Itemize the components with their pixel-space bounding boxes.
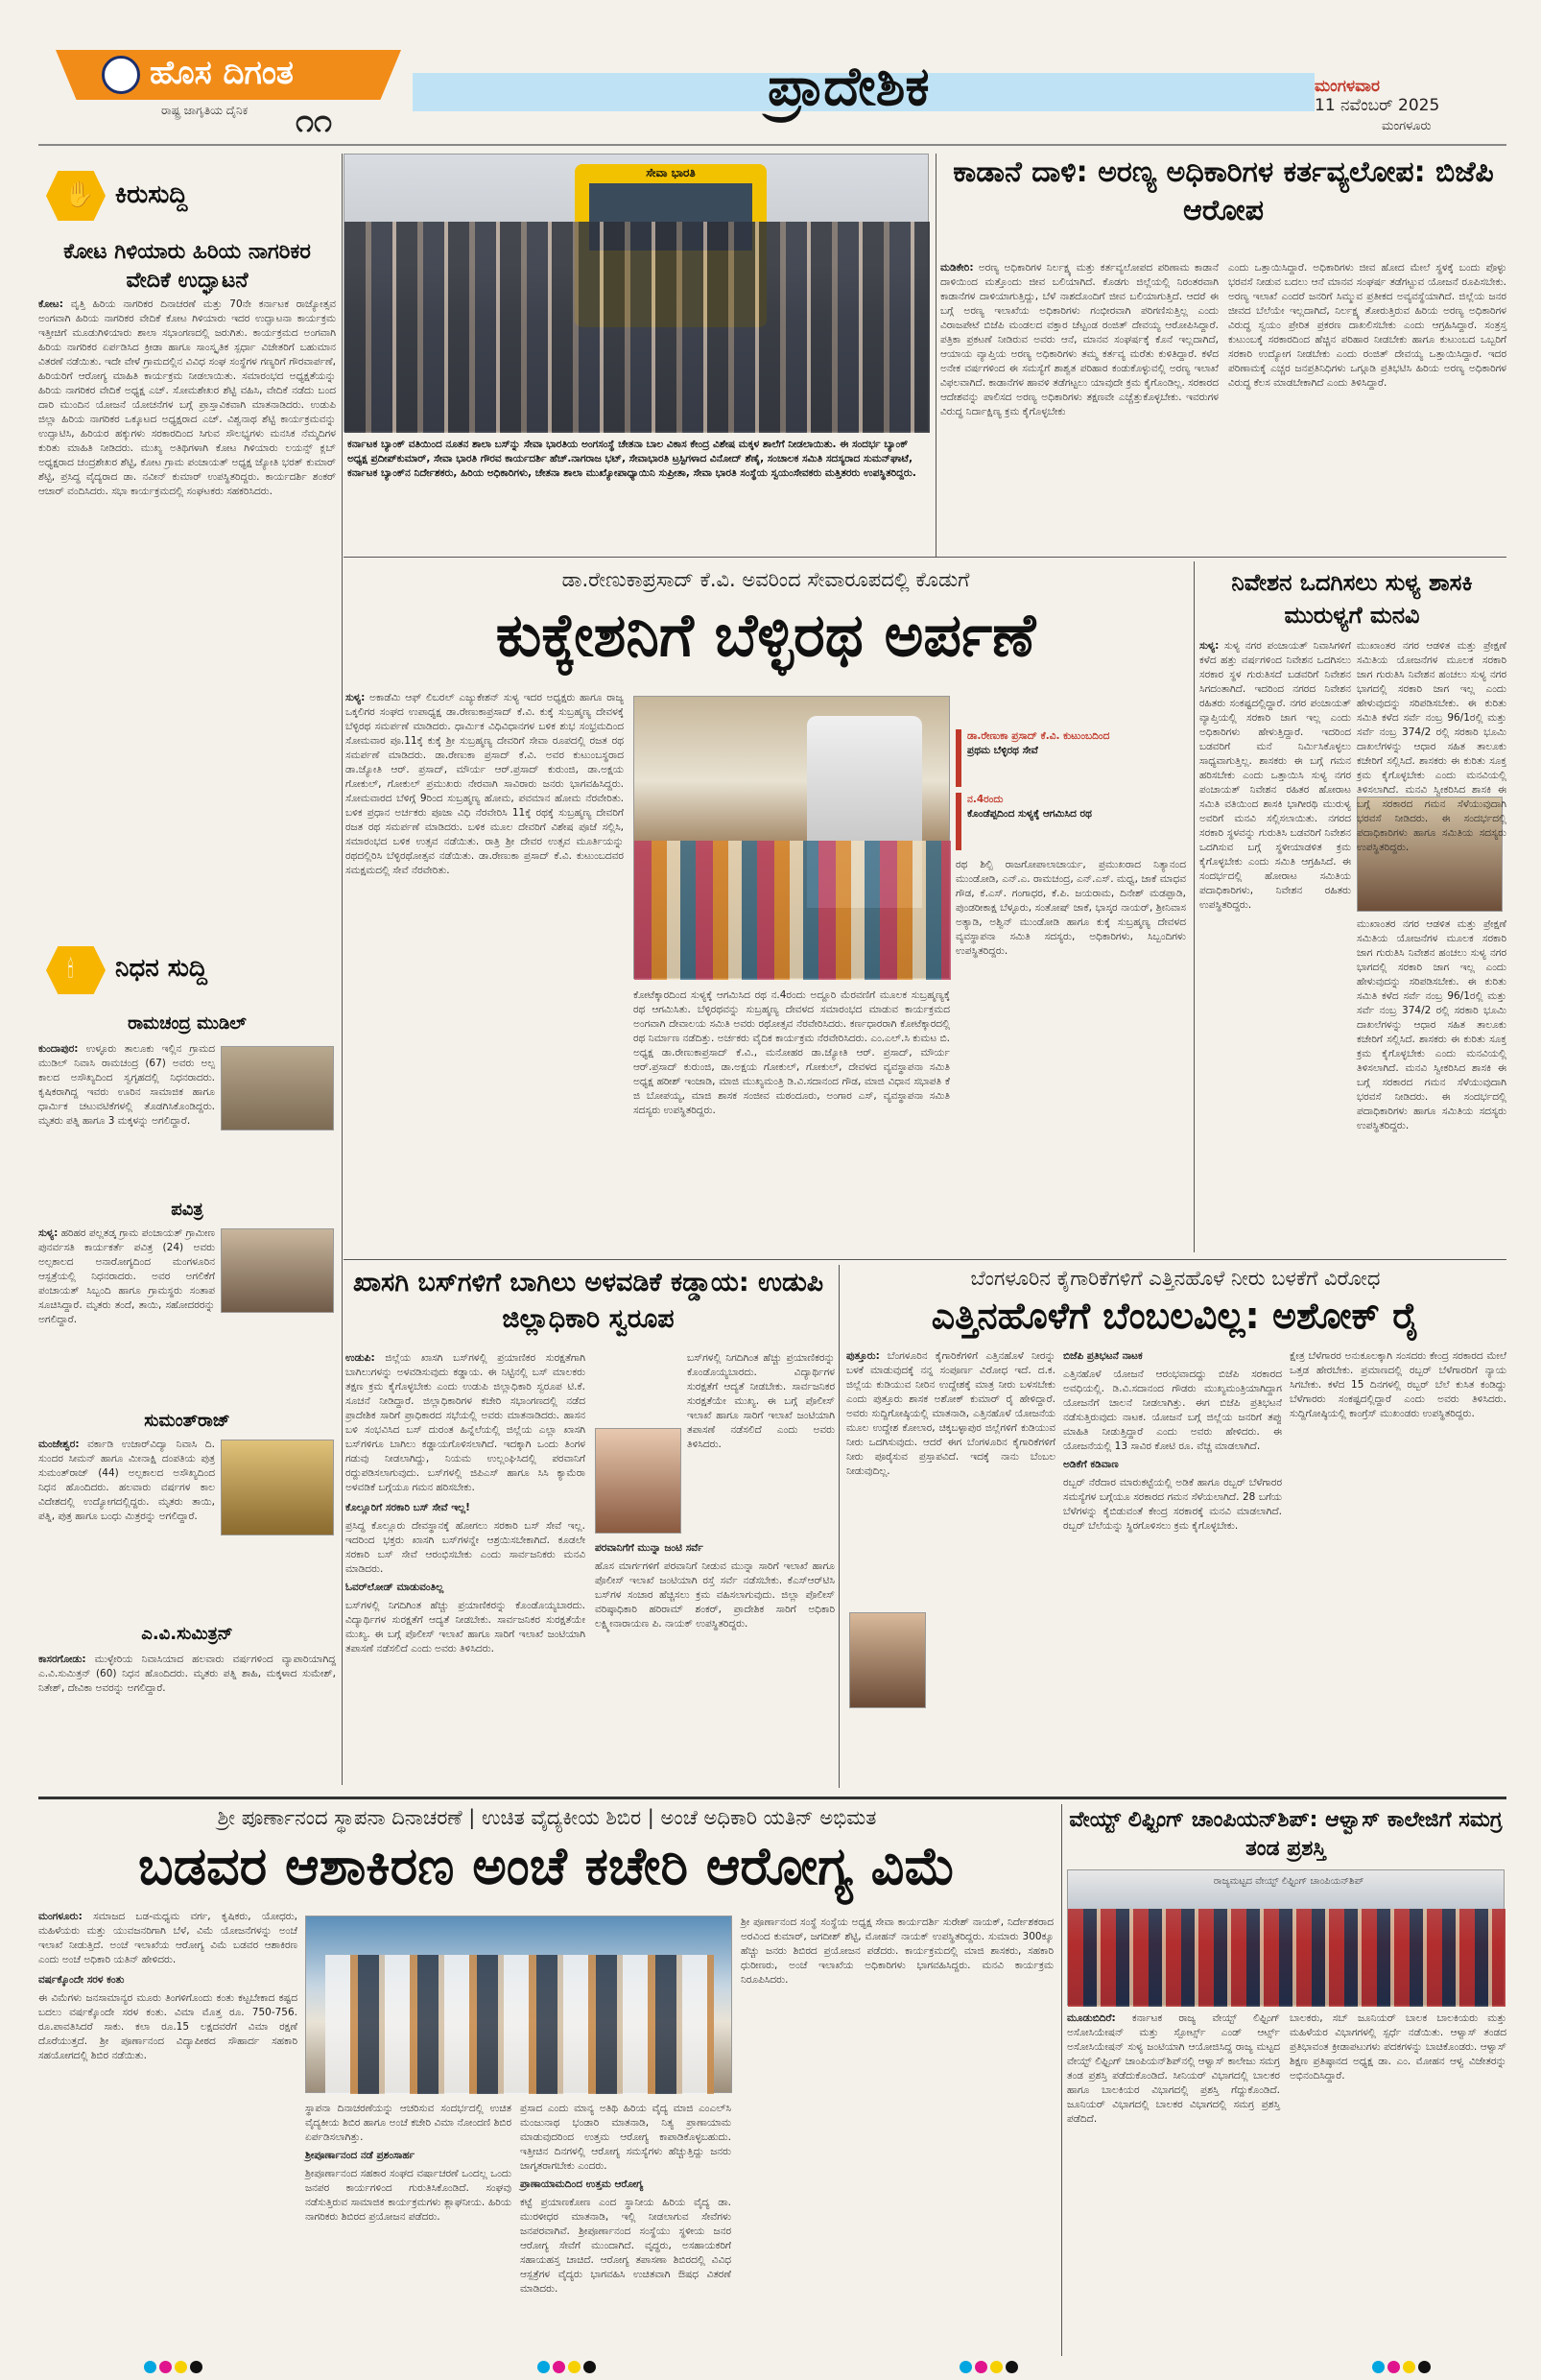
ettinahole-body-3: ಕ್ಷೇತ್ರ ಬೆಳೆಗಾರರ ಅನುಕೂಲಕ್ಕಾಗಿ ಸಂಸದರು ಕೇಂದ್ರ ಸರಕಾರದ ಮೇಲೆ ಒತ್ತಡ ಹೇರಬೇಕು. ಪ್ರಮಾಣದಲ್ಲಿ ರಬ್ಬರ್ ಬೆಳೆಗಾರರಿಗೆ ನ್ಯಾಯ ಸಿಗಬೇಕು. ಕಳೆದ 15 ದಿನಗಳಲ್ಲಿ ರಬ್ಬರ್ ಬೆಲೆ ಕುಸಿತ ಕಂಡಿದ್ದು ಬೆಳೆಗಾರರು ಸಂಕಷ್ಟದಲ್ಲಿದ್ದಾರೆ ಎಂದು ಅವರು ತಿಳಿಸಿದರು. ಸುದ್ದಿಗೋಷ್ಠಿಯಲ್ಲಿ ಕಾಂಗ್ರೆಸ್ ಮುಖಂಡರು ಉಪಸ್ಥಿತರಿದ್ದರು. [1290,1350,1506,1419]
date-full: 11 ನವೆಂಬರ್ 2025 [1315,96,1440,115]
obit-place: ಸುಳ್ಯ: [38,1227,59,1239]
obit-name: ಸುಮಂತ್‌ರಾಜ್ [144,1411,230,1431]
nidhana-badge [46,946,106,994]
ettinahole-text-1: ಬೆಂಗಳೂರಿನ ಕೈಗಾರಿಕೆಗಳಿಗೆ ಎತ್ತಿನಹೊಳೆ ನೀರನ್ನು ಬಳಕೆ ಮಾಡುವುದಕ್ಕೆ ನನ್ನ ಸಂಪೂರ್ಣ ವಿರೋಧ ಇದೆ. ದ.ಕ. ಜಿಲ್ಲೆಯ ಕುಡಿಯುವ ನೀರಿನ ಉದ್ದೇಶಕ್ಕೆ ಮಾತ್ರ ನೀರು ಬಳಸಬೇಕು ಎಂದು ಪುತ್ತೂರು ಶಾಸಕ ಅಶೋಕ್ ಕುಮಾರ್ ರೈ ಹೇಳಿದ್ದಾರೆ. ಅವರು ಸುದ್ದಿಗೋಷ್ಠಿಯಲ್ಲಿ ಮಾತನಾಡಿ, ಎತ್ತಿನಹೊಳೆ ಯೋಜನೆಯ ಮೂಲ ಉದ್ದೇಶ ಕೋಲಾರ, ಚಿಕ್ಕಬಳ್ಳಾಪುರ ಜಿಲ್ಲೆಗಳಿಗೆ ಕುಡಿಯುವ ನೀರು ಒದಗಿಸುವುದು. ಆದರೆ ಈಗ ಬೆಂಗಳೂರಿನ ಕೈಗಾರಿಕೆಗಳಿಗೆ ನೀರು ಪೂರೈಸುವ ಪ್ರಸ್ತಾಪವಿದೆ. ಇದಕ್ಕೆ ನಾನು ಬೆಂಬಲ ನೀಡುವುದಿಲ್ಲ. [846,1350,1055,1477]
obit-body [38,1653,336,1768]
registration-marks [537,2359,614,2374]
weightlifting-headline: ವೇಯ್ಟ್ ಲಿಫ್ಟಿಂಗ್ ಚಾಂಪಿಯನ್‌ಶಿಪ್: ಆಳ್ವಾಸ್ ಕಾಲೇಜಿಗೆ ಸಮಗ್ರ ತಂಡ ಪ್ರಶಸ್ತಿ [1069,1808,1503,1861]
bus-label: ಸೇವಾ ಭಾರತಿ [646,166,696,179]
kukke-caption-1-sub: ಪ್ರಥಮ ಬೆಳ್ಳಿರಥ ಸೇವೆ [967,745,1038,756]
page-number: ೧೧ [296,102,333,140]
anche-kicker: ಶ್ರೀ ಪೂರ್ಣಾನಂದ ಸ್ಥಾಪನಾ ದಿನಾಚರಣೆ | ಉಚಿತ ವೈದ್ಯಕೀಯ ಶಿಬಿರ | ಅಂಚೆ ಅಧಿಕಾರಿ ಯತಿನ್ ಅಭಿಮತ [217,1806,877,1829]
ettinahole-text-2: ಎತ್ತಿನಹೊಳೆ ಯೋಜನೆ ಆರಂಭವಾದದ್ದು ಬಿಜೆಪಿ ಸರಕಾರದ ಅವಧಿಯಲ್ಲಿ. ಡಿ.ವಿ.ಸದಾನಂದ ಗೌಡರು ಮುಖ್ಯಮಂತ್ರಿಯಾಗಿದ್ದಾಗ ಯೋಜನೆಗೆ ಚಾಲನೆ ನೀಡಲಾಗಿತ್ತು. ಈಗ ಬಿಜೆಪಿ ಪ್ರತಿಭಟನೆ ನಡೆಸುತ್ತಿರುವುದು ನಾಟಕ. ಯೋಜನೆ ಬಗ್ಗೆ ಜಿಲ್ಲೆಯ ಜನರಿಗೆ ತಪ್ಪು ಮಾಹಿತಿ ನೀಡುತ್ತಿದ್ದಾರೆ ಎಂದು ಅವರು ಹೇಳಿದರು. ಈ ಯೋಜನೆಯಲ್ಲಿ 13 ಸಾವಿರ ಕೋಟಿ ರೂ. ವೆಚ್ಚ ಮಾಡಲಾಗಿದೆ. [1063,1368,1282,1452]
bus-doors-photo [595,1428,681,1534]
kukke-photo [633,696,950,979]
obit-place: ಮಂಜೇಶ್ವರ: [38,1439,80,1450]
anche-text-1: ಸಮಾಜದ ಬಡ-ಮಧ್ಯಮ ವರ್ಗ, ಕೃಷಿಕರು, ಯೋಧರು, ಮಹಿಳೆಯರು ಮತ್ತು ಯುವಜನರಿಗಾಗಿ ಬೆಳೆ, ವಿಮೆ ಯೋಜನೆಗಳನ್ನು ಅಂಚೆ ಇಲಾಖೆ ನೀಡುತ್ತಿದೆ. ಅಂಚೆ ಇಲಾಖೆಯ ಆರೋಗ್ಯ ವಿಮೆ ಬಡವರ ಆಶಾಕಿರಣ ಎಂದು ಅಂಚೆ ಅಧಿಕಾರಿ ಯತಿನ್ ಹೇಳಿದರು. [38,1911,297,1965]
kirusuddi-label-box [46,171,286,221]
bus-doors-sub-3: ಪರವಾನಿಗೆಗೆ ಮುನ್ನಾ ಜಂಟಿ ಸರ್ವೆ [595,1542,703,1554]
kukke-caption-2-sub: ಕೊಂಡೆಪ್ಪದಿಂದ ಸುಳ್ಯಕ್ಕೆ ಆಗಮಿಸಿದ ರಥ [967,808,1092,820]
column-divider [342,154,343,1785]
masthead [0,0,1541,154]
edition-name: ಮಂಗಳೂರು [1382,119,1432,133]
anche-text-2: ಈ ವಿಮೆಗಳು ಜನಸಾಮಾನ್ಯರ ಮೂರು ತಿಂಗಳಿಗೊಂದು ಕಂತು ಕಟ್ಟಬೇಕಾದ ಕಷ್ಟದ ಬದಲು ವರ್ಷಕ್ಕೊಂದೇ ಸರಳ ಕಂತು. ವಿಮಾ ಮೊತ್ತ ರೂ. 750-756. ರೂ.ಪಾವತಿಸಿದರೆ ಸಾಕು. ಕಲಾ ರೂ.15 ಲಕ್ಷದವರೆಗೆ ವಿಮಾ ರಕ್ಷಣೆ ದೊರೆಯುತ್ತದೆ. ಶ್ರೀ ಪೂರ್ಣಾನಂದ ವಿದ್ಯಾಪೀಠದ ಸೌಹಾರ್ದ ಸಹಕಾರಿ ಸಹಯೋಗದಲ್ಲಿ ಶಿಬಿರ ನಡೆಯಿತು. [38,1992,297,2061]
obit-photo [221,1440,334,1535]
logo-text: ಹೊಸ ದಿಗಂತ [150,54,294,92]
section-title: ಪ್ರಾದೇಶಿಕ [768,56,930,118]
anche-photo [305,1916,732,2093]
column-divider [1194,561,1195,1252]
logo-block [56,50,406,140]
niveshana-body-3 [1357,917,1506,1253]
ettinahole-body-1 [846,1349,1055,1789]
bus-doors-text-4: ಹೊಸ ಮಾರ್ಗಗಳಿಗೆ ಪರವಾನಿಗೆ ನೀಡುವ ಮುನ್ನಾ ಸಾರಿಗೆ ಇಲಾಖೆ ಹಾಗೂ ಪೊಲೀಸ್ ಇಲಾಖೆ ಜಂಟಿಯಾಗಿ ರಸ್ತೆ ಸರ್ವೆ ನಡೆಸಬೇಕು. ಕೆಎಸ್‌ಆರ್‌ಟಿಸಿ ಬಸ್‌ಗಳ ಸಂಚಾರ ಹೆಚ್ಚಿಸಲು ಕ್ರಮ ವಹಿಸಲಾಗುವುದು. ಜಿಲ್ಲಾ ಪೊಲೀಸ್ ವರಿಷ್ಠಾಧಿಕಾರಿ ಹರಿರಾಮ್ ಶಂಕರ್, ಪ್ರಾದೇಶಿಕ ಸಾರಿಗೆ ಅಧಿಕಾರಿ ಲಕ್ಷ್ಮೀನಾರಾಯಣ ಪಿ. ನಾಯಕ್ ಉಪಸ್ಥಿತರಿದ್ದರು. [595,1560,835,1630]
anche-text-3: ಸ್ಥಾಪನಾ ದಿನಾಚರಣೆಯನ್ನು ಆಚರಿಸುವ ಸಂದರ್ಭದಲ್ಲಿ ಉಚಿತ ವೈದ್ಯಕೀಯ ಶಿಬಿರ ಹಾಗೂ ಅಂಚೆ ಕಚೇರಿ ವಿಮಾ ನೋಂದಣಿ ಶಿಬಿರ ಏರ್ಪಡಿಸಲಾಗಿತ್ತು. [305,2103,511,2143]
horizontal-rule [38,1797,1506,1799]
bus-doors-body-2 [595,1541,835,1789]
bank-bus-photo [344,154,929,432]
kirusuddi-headline: ಕೋಟ ಗಿಳಿಯಾರು ಹಿರಿಯ ನಾಗರಿಕರ ವೇದಿಕೆ ಉದ್ಘಾಟನೆ [63,240,311,293]
obit-body [38,1042,215,1186]
horizontal-rule [344,1259,1506,1260]
weightlifting-place: ಮೂಡುಬಿದಿರೆ: [1067,2012,1116,2024]
bank-bus-caption: ಕರ್ನಾಟಕ ಬ್ಯಾಂಕ್ ವತಿಯಿಂದ ನೂತನ ಶಾಲಾ ಬಸ್‌ನ್ನು ಸೇವಾ ಭಾರತಿಯ ಅಂಗಸಂಸ್ಥೆ ಚೇತನಾ ಬಾಲ ವಿಕಾಸ ಕೇಂದ್ರ ವಿಶೇಷ ಮಕ್ಕಳ ಶಾಲೆಗೆ ನೀಡಲಾಯಿತು. ಈ ಸಂದರ್ಭ ಬ್ಯಾಂಕ್ ಅಧ್ಯಕ್ಷ ಪ್ರದೀಪ್‌ಕುಮಾರ್, ಸೇವಾ ಭಾರತಿ ಗೌರವ ಕಾರ್ಯದರ್ಶಿ ಹೆಚ್.ನಾಗರಾಜ ಭಟ್, ಸೇವಾಭಾರತಿ ಟ್ರಸ್ಟಿಗಳಾದ ವಿನೋದ್ ಶೆಣೈ, ಸಂಚಾಲಕ ಸಮಿತಿ ಸದಸ್ಯರಾದ ಸುಮನ್‌ಘಾಟೆ, ಕರ್ನಾಟಕ ಬ್ಯಾಂಕ್‌ನ ನಿರ್ದೇಶಕರು, ಹಿರಿಯ ಅಧಿಕಾರಿಗಳು, ಚೇತನಾ ಶಾಲಾ ಮುಖ್ಯೋಪಾಧ್ಯಾಯಿನಿ ಸುಪ್ರೀತಾ, ಸೇವಾ ಭಾರತಿ ಸಂಸ್ಥೆಯ ಸ್ವಯಂಸೇವಕರು ಮತ್ತಿತರರು ಉಪಸ್ಥಿತರಿದ್ದರು. [347,439,916,479]
nidhana-label-box [46,946,286,994]
candle-icon: 🕯 [67,956,74,983]
column-divider [839,1265,840,1788]
niveshana-headline: ನಿವೇಶನ ಒದಗಿಸಲು ಸುಳ್ಯ ಶಾಸಕಿ ಮುರುಳ್ಯಗೆ ಮನವಿ [1231,569,1473,629]
kukke-body-1 [345,691,624,1248]
kaadane-body-col2: ಎಂದು ಒತ್ತಾಯಿಸಿದ್ದಾರೆ. ಅಧಿಕಾರಿಗಳು ಜೀವ ಹೋದ ಮೇಲೆ ಸ್ಥಳಕ್ಕೆ ಬಂದು ಪೊಳ್ಳು ಭರವಸೆ ನೀಡುವ ಬದಲು ಆನೆ ಮಾನವ ಸಂಘರ್ಷ ತಡೆಗಟ್ಟುವ ಯೋಜನೆ ರೂಪಿಸಬೇಕು. ಅರಣ್ಯ ಇಲಾಖೆ ಎಂದರೆ ಜನರಿಗೆ ಸಿಮ್ಮುವ ಪ್ರತೀಕದ ಅವ್ಯವಸ್ಥೆಯಾಗಿದೆ. ಜಿಲ್ಲೆಯ ಜನರ ಜೀವದ ಬೆಲೆಯೇ ಇಲ್ಲದಾಗಿದೆ, ನಿರ್ಲಕ್ಷ್ಯ ತೋರುತ್ತಿರುವ ಹಿರಿಯ ಅರಣ್ಯ ಅಧಿಕಾರಿಗಳ ವಿರುದ್ಧ ಸ್ವಯಂ ಪ್ರೇರಿತ ಪ್ರಕರಣ ದಾಖಲಿಸಬೇಕು ಎಂದು ಆಗ್ರಹಿಸಿದ್ದಾರೆ. ಸಂತ್ರಸ್ತ ಕುಟುಂಬಕ್ಕೆ ಸರಕಾರದಿಂದ ಹೆಚ್ಚಿನ ಪರಿಹಾರ ನೀಡಬೇಕು ಹಾಗೂ ಕುಟುಂಬದ ಒಬ್ಬರಿಗೆ ಸರಕಾರಿ ಉದ್ಯೋಗ ನೀಡಬೇಕು ಎಂದು ರಂಜಿತ್ ದೇವಯ್ಯ ಒತ್ತಾಯಿಸಿದ್ದಾರೆ. ಇದರ ಪರಿಣಾಮಕ್ಕೆ ಎಚ್ಚರ ಜನಪ್ರತಿನಿಧಿಗಳು ಒಗ್ಗೂಡಿ ಪ್ರತಿಭಟಿಸಿ ಹಿರಿಯ ಅರಣ್ಯ ಅಧಿಕಾರಿಗಳ ವಿರುದ್ಧ ಕೆಲಸ ಮಾಡಬೇಕಾಗಿದೆ ಎಂದು ತಿಳಿಸಿದ್ದಾರೆ. [1228,262,1506,389]
obit-text: ವರ್ಕಾಡಿ ಉಜಾರ್‌ವಿದ್ಯಾ ನಿವಾಸಿ ದಿ. ಸುಂದರ ಸೀಮನ್ ಹಾಗೂ ಮೀನಾಕ್ಷಿ ದಂಪತಿಯ ಪುತ್ರ ಸುಮಂತ್‌ರಾಜ್ (44) ಅಲ್ಪಕಾಲದ ಅಸೌಖ್ಯದಿಂದ ನಿಧನ ಹೊಂದಿದರು. ಹಲವಾರು ವರ್ಷಗಳ ಕಾಲ ವಿದೇಶದಲ್ಲಿ ಉದ್ಯೋಗದಲ್ಲಿದ್ದರು. ಮೃತರು ತಾಯಿ, ಪತ್ನಿ, ಪುತ್ರ ಹಾಗೂ ಬಂಧು ಮಿತ್ರರನ್ನು ಅಗಲಿದ್ದಾರೆ. [38,1439,215,1522]
kirusuddi-text: ವೃತ್ತಿ ಹಿರಿಯ ನಾಗರಿಕರ ದಿನಾಚರಣೆ ಮತ್ತು 70ನೇ ಕರ್ನಾಟಕ ರಾಜ್ಯೋತ್ಸವ ಅಂಗವಾಗಿ ಹಿರಿಯ ನಾಗರಿಕರ ವೇದಿಕೆ ಕೋಟ ಗಿಳಿಯಾರು ಇದರ ಉದ್ಘಾಟನಾ ಕಾರ್ಯಕ್ರಮ ಇತ್ತೀಚಿಗೆ ಮೂಡುಗಿಳಿಯಾರು ಶಾಲಾ ಸಭಾಂಗಣದಲ್ಲಿ ಜರುಗಿತು. ಕಾರ್ಯಕ್ರಮದ ಅಂಗವಾಗಿ ಹಿರಿಯ ನಾಗರಿಕರ ಏರ್ಪಡಿಸಿದ ಕ್ರೀಡಾ ಹಾಗೂ ಸಾಂಸ್ಕೃತಿಕ ಸ್ಪರ್ಧಾ ವಿಜೇತರಿಗೆ ಬಹುಮಾನ ವಿತರಣೆ ನಡೆಯಿತು. ಇದೇ ವೇಳೆ ಗ್ರಾಮದಲ್ಲಿನ ವಿವಿಧ ಸಂಘ ಸಂಸ್ಥೆಗಳ ಗಣ್ಯರಿಗೆ ಗೌರವಾರ್ಪಣೆ, ಹಿರಿಯರಿಗೆ ಆರೋಗ್ಯ ಮಾಹಿತಿ ಕಾರ್ಯಕ್ರಮ ನೀಡಲಾಯಿತು. ಸಮಾರಂಭದ ಅಧ್ಯಕ್ಷತೆಯನ್ನು ಹಿರಿಯ ನಾಗರಿಕರ ವೇದಿಕೆ ಅಧ್ಯಕ್ಷ ಎಚ್. ಸೋಮಶೇಖರ ಶೆಟ್ಟಿ ವಹಿಸಿ, ವೇದಿಕೆ ನಡೆದು ಬಂದ ದಾರಿ ಮುಂದಿನ ಯೋಜನೆ ಯೋಚನೆಗಳ ಬಗ್ಗೆ ಪ್ರಾಸ್ತಾವಿಕವಾಗಿ ಮಾತನಾಡಿದರು. ಉಡುಪಿ ಜಿಲ್ಲಾ ಹಿರಿಯ ನಾಗರಿಕರ ಒಕ್ಕೂಟದ ಅಧ್ಯಕ್ಷರಾದ ಎಚ್. ವಿಶ್ವನಾಥ ಶೆಟ್ಟಿ ಕಾರ್ಯಕ್ರಮವನ್ನು ಉದ್ಘಾಟಿಸಿ, ಹಿರಿಯರ ಹಕ್ಕುಗಳು ಸರಕಾರದಿಂದ ಸಿಗುವ ಸೌಲಭ್ಯಗಳು ಮನಸಿಕ ನೆಮ್ಮದಿಗಳ ಕುರಿತು ಮಾಹಿತಿ ನೀಡಿದರು. ಮುಖ್ಯ ಅತಿಥಿಗಳಾಗಿ ಕೋಟ ಗಿಳಿಯಾರು ಲಯನ್ಸ್ ಕ್ಲಬ್ ಅಧ್ಯಕ್ಷರಾದ ಚಂದ್ರಶೇಖರ ಶೆಟ್ಟಿ, ಕೋಟ ಗ್ರಾಮ ಪಂಚಾಯತ್ ಅಧ್ಯಕ್ಷ ಜ್ಯೋತಿ ಭರತ್ ಕುಮಾರ್ ಶೆಟ್ಟಿ, ಪ್ರಸಿದ್ಧ ವೈದ್ಯರಾದ ಡಾ. ನವೀನ್ ಕುಮಾರ್ ಉಪಸ್ಥಿತರಿದ್ದರು. ಕಾರ್ಯದರ್ಶಿ ಶಂಕರ್ ಆಚಾರ್ ವಂದಿಸಿದರು. ಸಭಾ ಕಾರ್ಯಕ್ರಮದಲ್ಲಿ ಸಂಘಟಕರು ಸಹಕರಿಸಿದರು. [38,298,337,497]
registration-marks [1372,2359,1449,2374]
obit-body [38,1438,215,1601]
weightlifting-body-1 [1067,2011,1280,2352]
masthead-rule [38,144,1506,146]
kukke-headline: ಕುಕ್ಕೇಶನಿಗೆ ಬೆಳ್ಳಿರಥ ಅರ್ಪಣೆ [495,600,1036,670]
kukke-caption-1-name: ಡಾ.ರೇಣುಕಾ ಪ್ರಸಾದ್ ಕೆ.ವಿ. ಕುಟುಂಬದಿಂದ [967,730,1110,742]
kukke-caption-box-2 [956,793,1186,850]
team-group [1068,1909,1505,2007]
hand-icon: ✋ [63,180,95,209]
niveshana-text-1: ಸುಳ್ಯ ನಗರ ಪಂಚಾಯತ್ ನಿವಾಸಿಗಳಿಗೆ ಕಳೆದ ಹತ್ತು ವರ್ಷಗಳಿಂದ ನಿವೇಶನ ಒದಗಿಸಲು ಸರಕಾರ ಸ್ಥಳ ಗುರುತಿಸದೆ ಬಡವರಿಗೆ ನಿವೇಶನ ಸಿಗದಂತಾಗಿದೆ. ಇದರಿಂದ ನಗರದ ನಿವೇಶನ ರಹಿತರು ಸಂಕಷ್ಟದಲ್ಲಿದ್ದಾರೆ. ನಗರ ಪಂಚಾಯತ್ ವ್ಯಾಪ್ತಿಯಲ್ಲಿ ಸರಕಾರಿ ಜಾಗ ಇಲ್ಲ ಎಂದು ಅಧಿಕಾರಿಗಳು ಹೇಳುತ್ತಿದ್ದಾರೆ. ಇದರಿಂದ ಬಡವರಿಗೆ ಮನೆ ನಿರ್ಮಿಸಿಕೊಳ್ಳಲು ಸಾಧ್ಯವಾಗುತ್ತಿಲ್ಲ. ಶಾಸಕರು ಈ ಬಗ್ಗೆ ಗಮನ ಹರಿಸಬೇಕು ಎಂದು ಒತ್ತಾಯಿಸಿ ಸುಳ್ಯ ನಗರ ಪಂಚಾಯತ್ ನಿವೇಶನ ರಹಿತರ ಹೋರಾಟ ಸಮಿತಿ ವತಿಯಿಂದ ಶಾಸಕಿ ಭಾಗೀರಥಿ ಮುರುಳ್ಯ ಅವರಿಗೆ ಮನವಿ ಸಲ್ಲಿಸಲಾಯಿತು. ನಗರದ ಸರಕಾರಿ ಸ್ಥಳವನ್ನು ಗುರುತಿಸಿ ಬಡವರಿಗೆ ನಿವೇಶನ ಒದಗಿಸುವ ಬಗ್ಗೆ ಸ್ಥಳೀಯಾಡಳಿತ ಕ್ರಮ ಕೈಗೊಳ್ಳಬೇಕು ಎಂದು ಸಮಿತಿ ಆಗ್ರಹಿಸಿದೆ. ಈ ಸಂದರ್ಭದಲ್ಲಿ ಹೋರಾಟ ಸಮಿತಿಯ ಪದಾಧಿಕಾರಿಗಳು, ನಿವೇಶನ ರಹಿತರು ಉಪಸ್ಥಿತರಿದ್ದರು. [1199,640,1351,911]
bus-doors-text-3: ಬಸ್‌ಗಳಲ್ಲಿ ನಿಗದಿಗಿಂತ ಹೆಚ್ಚು ಪ್ರಯಾಣಿಕರನ್ನು ಕೊಂಡೊಯ್ಯಬಾರದು. ವಿದ್ಯಾರ್ಥಿಗಳ ಸುರಕ್ಷತೆಗೆ ಆದ್ಯತೆ ನೀಡಬೇಕು. ಸಾರ್ವಜನಿಕರ ಸುರಕ್ಷತೆಯೇ ಮುಖ್ಯ. ಈ ಬಗ್ಗೆ ಪೊಲೀಸ್ ಇಲಾಖೆ ಹಾಗೂ ಸಾರಿಗೆ ಇಲಾಖೆ ಜಂಟಿಯಾಗಿ ತಪಾಸಣೆ ನಡೆಸಲಿದೆ ಎಂದು ಅವರು ತಿಳಿಸಿದರು. [345,1600,585,1654]
anche-body-1 [38,1910,297,2351]
ettinahole-headline: ಎತ್ತಿನಹೊಳೆಗೆ ಬೆಂಬಲವಿಲ್ಲ: ಅಶೋಕ್ ರೈ [931,1295,1420,1337]
bus-doors-text-2: ಪ್ರಸಿದ್ಧ ಕೊಲ್ಲೂರು ದೇವಸ್ಥಾನಕ್ಕೆ ಹೋಗಲು ಸರಕಾರಿ ಬಸ್ ಸೇವೆ ಇಲ್ಲ. ಇದರಿಂದ ಭಕ್ತರು ಖಾಸಗಿ ಬಸ್‌ಗಳನ್ನೇ ಆಶ್ರಯಿಸಬೇಕಾಗಿದೆ. ಕೂಡಲೇ ಸರಕಾರಿ ಬಸ್ ಸೇವೆ ಆರಂಭಿಸಬೇಕು ಎಂದು ಸಾರ್ವಜನಿಕರು ಮನವಿ ಮಾಡಿದರು. [345,1520,585,1575]
logo-emblem-icon [102,56,140,94]
ettinahole-photo [849,1612,926,1708]
niveshana-body-2: ಮುಖಾಂತರ ನಗರ ಆಡಳಿತ ಮತ್ತು ಪ್ರೇಕ್ಷಣೆ ಸಮಿತಿಯ ಯೋಜನೆಗಳ ಮೂಲಕ ಸರಕಾರಿ ಜಾಗ ಗುರುತಿಸಿ ನಿವೇಶನ ಹಂಚಲು ಸುಳ್ಯ ನಗರ ಭಾಗದಲ್ಲಿ ಸರಕಾರಿ ಜಾಗ ಇಲ್ಲ ಎಂದು ಹೇಳುವುದನ್ನು ಸರಿಪಡಿಸಬೇಕು. ಈ ಕುರಿತು ಸಮಿತಿ ಕಳೆದ ಸರ್ವೆ ನಂಬ್ರ 96/1ರಲ್ಲಿ ಮತ್ತು ಸರ್ವೆ ನಂಬ್ರ 374/2 ರಲ್ಲಿ ಸರಕಾರಿ ಭೂಮಿ ದಾಖಲೆಗಳನ್ನು ಆಧಾರ ಸಹಿತ ತಾಲೂಕು ಕಚೇರಿಗೆ ಸಲ್ಲಿಸಿದೆ. ಶಾಸಕರು ಈ ಕುರಿತು ಸೂಕ್ತ ಕ್ರಮ ಕೈಗೊಳ್ಳಬೇಕು ಎಂದು ಮನವಿಯಲ್ಲಿ ತಿಳಿಸಲಾಗಿದೆ. ಮನವಿ ಸ್ವೀಕರಿಸಿದ ಶಾಸಕಿ ಈ ಬಗ್ಗೆ ಸರಕಾರದ ಗಮನ ಸೆಳೆಯುವುದಾಗಿ ಭರವಸೆ ನೀಡಿದರು. ಈ ಸಂದರ್ಭದಲ್ಲಿ ಪದಾಧಿಕಾರಿಗಳು ಹಾಗೂ ಸಮಿತಿಯ ಸದಸ್ಯರು ಉಪಸ್ಥಿತರಿದ್ದರು. [1357,640,1506,853]
obit-text: ಮುಳ್ಳೇರಿಯ ನಿವಾಸಿಯಾದ ಹಲವಾರು ವರ್ಷಗಳಿಂದ ವ್ಯಾಪಾರಿಯಾಗಿದ್ದ ಎ.ವಿ.ಸುಮಿತ್ರನ್ (60) ನಿಧನ ಹೊಂದಿದರು. ಮೃತರು ಪತ್ನಿ ಶಾಹಿ, ಮಕ್ಕಳಾದ ಸುಮೇಶ್, ನಿತೇಶ್, ದೇವಿಕಾ ಅವರನ್ನು ಅಗಲಿದ್ದಾರೆ. [38,1654,336,1694]
ettinahole-sub-1: ಬಿಜೆಪಿ ಪ್ರತಿಭಟನೆ ನಾಟಕ [1063,1350,1143,1362]
obit-name: ರಾಮಚಂದ್ರ ಮುಡಿಲ್ [128,1013,247,1034]
obit-body [38,1226,215,1390]
obit-photo [221,1228,334,1313]
anche-place: ಮಂಗಳೂರು: [38,1911,83,1922]
ettinahole-place: ಪುತ್ತೂರು: [846,1350,880,1362]
kaadane-place: ಮಡಿಕೇರಿ: [940,262,974,274]
kaadane-headline: ಕಾಡಾನೆ ದಾಳಿ: ಅರಣ್ಯ ಅಧಿಕಾರಿಗಳ ಕರ್ತವ್ಯಲೋಪ: ಬಿಜೆಪಿ ಆರೋಪ [953,155,1494,227]
anche-sub-3: ಪ್ರಾಣಾಯಾಮದಿಂದ ಉತ್ತಮ ಆರೋಗ್ಯ [520,2178,644,2190]
obit-place: ಕುಂದಾಪುರ: [38,1043,79,1055]
anche-sub-2: ಶ್ರೀಪೂರ್ಣಾನಂದ ನಡೆ ಪ್ರಶಂಸಾರ್ಹ [305,2150,415,2161]
bus-doors-body-3 [687,1351,835,1535]
obit-name: ಪವಿತ್ರ [171,1200,203,1220]
niveshana-text-3: ಮುಖಾಂತರ ನಗರ ಆಡಳಿತ ಮತ್ತು ಪ್ರೇಕ್ಷಣೆ ಸಮಿತಿಯ ಯೋಜನೆಗಳ ಮೂಲಕ ಸರಕಾರಿ ಜಾಗ ಗುರುತಿಸಿ ನಿವೇಶನ ಹಂಚಲು ಸುಳ್ಯ ನಗರ ಭಾಗದಲ್ಲಿ ಸರಕಾರಿ ಜಾಗ ಇಲ್ಲ ಎಂದು ಹೇಳುವುದನ್ನು ಸರಿಪಡಿಸಬೇಕು. ಈ ಕುರಿತು ಸಮಿತಿ ಕಳೆದ ಸರ್ವೆ ನಂಬ್ರ 96/1ರಲ್ಲಿ ಮತ್ತು ಸರ್ವೆ ನಂಬ್ರ 374/2 ರಲ್ಲಿ ಸರಕಾರಿ ಭೂಮಿ ದಾಖಲೆಗಳನ್ನು ಆಧಾರ ಸಹಿತ ತಾಲೂಕು ಕಚೇರಿಗೆ ಸಲ್ಲಿಸಿದೆ. ಶಾಸಕರು ಈ ಕುರಿತು ಸೂಕ್ತ ಕ್ರಮ ಕೈಗೊಳ್ಳಬೇಕು ಎಂದು ಮನವಿಯಲ್ಲಿ ತಿಳಿಸಲಾಗಿದೆ. ಮನವಿ ಸ್ವೀಕರಿಸಿದ ಶಾಸಕಿ ಈ ಬಗ್ಗೆ ಸರಕಾರದ ಗಮನ ಸೆಳೆಯುವುದಾಗಿ ಭರವಸೆ ನೀಡಿದರು. ಈ ಸಂದರ್ಭದಲ್ಲಿ ಪದಾಧಿಕಾರಿಗಳು ಹಾಗೂ ಸಮಿತಿಯ ಸದಸ್ಯರು ಉಪಸ್ಥಿತರಿದ್ದರು. [1357,918,1506,1131]
kukke-place: ಸುಳ್ಯ: [345,692,366,703]
nidhana-label: ನಿಧನ ಸುದ್ದಿ [115,954,207,983]
column-divider [1061,1804,1062,2356]
kaadane-body-col1 [940,261,1219,549]
kukke-caption-2-name: ನ.4ರಂದು [967,794,1004,805]
registration-marks [144,2359,221,2374]
weightlifting-body-2: ಬಾಲಕರು, ಸಬ್ ಜೂನಿಯರ್ ಬಾಲಕ ಬಾಲಕಿಯರು ಮತ್ತು ಮಹಿಳೆಯರ ವಿಭಾಗಗಳಲ್ಲಿ ಸ್ಪರ್ಧೆ ನಡೆಯಿತು. ಆಳ್ವಾಸ್ ತಂಡದ ಪ್ರತಿಭಾವಂತ ಕ್ರೀಡಾಪಟುಗಳು ಪದಕಗಳನ್ನು ಬಾಚಿಕೊಂಡರು. ಆಳ್ವಾಸ್ ಶಿಕ್ಷಣ ಪ್ರತಿಷ್ಠಾನದ ಅಧ್ಯಕ್ಷ ಡಾ. ಎಂ. ಮೋಹನ ಆಳ್ವ ವಿಜೇತರನ್ನು ಅಭಿನಂದಿಸಿದ್ದಾರೆ. [1290,2012,1506,2082]
ettinahole-kicker: ಬೆಂಗಳೂರಿನ ಕೈಗಾರಿಕೆಗಳಿಗೆ ಎತ್ತಿನಹೊಳೆ ನೀರು ಬಳಕೆಗೆ ವಿರೋಧ [970,1267,1381,1290]
kukke-kicker: ಡಾ.ರೇಣುಕಾಪ್ರಸಾದ್ ಕೆ.ವಿ. ಅವರಿಂದ ಸೇವಾರೂಪದಲ್ಲಿ ಕೊಡುಗೆ [561,568,970,591]
registration-marks [960,2359,1036,2374]
obit-name: ಎ.ವಿ.ಸುಮಿತ್ರನ್ [141,1624,233,1644]
kukke-caption-box-1 [956,729,1186,787]
stage-people [325,1955,714,2094]
obit-photo [221,1046,334,1130]
anche-text-4: ಶ್ರೀಪೂರ್ಣಾನಂದ ಸಹಕಾರ ಸಂಘದ ವರ್ಷಾಚರಣೆ ಒಂದಲ್ಲ ಒಂದು ಜನಪರ ಕಾರ್ಯಗಳಿಂದ ಗುರುತಿಸಿಕೊಂಡಿದೆ. ಸಂಘವು ನಡೆಸುತ್ತಿರುವ ಸಾಮಾಜಿಕ ಕಾರ್ಯಕ್ರಮಗಳು ಶ್ಲಾಘನೀಯ. ಹಿರಿಯ ನಾಗರಿಕರು ಶಿಬಿರದ ಪ್ರಯೋಜನ ಪಡೆದರು. [305,2168,511,2223]
logo-tagline: ರಾಷ್ಟ್ರ ಜಾಗೃತಿಯ ದೈನಿಕ [161,104,249,117]
bus-doors-sub-1: ಕೊಲ್ಲೂರಿಗೆ ಸರಕಾರಿ ಬಸ್ ಸೇವೆ ಇಲ್ಲ! [345,1502,470,1513]
weightlifting-banner: ರಾಜ್ಯಮಟ್ಟದ ವೇಯ್ಟ್ ಲಿಫ್ಟಿಂಗ್ ಚಾಂಪಿಯನ್‌ಶಿಪ್ [1213,1876,1364,1887]
obit-text: ಹರಿಹರ ಪಲ್ಲತಡ್ಕ ಗ್ರಾಮ ಪಂಚಾಯತ್ ಗ್ರಾಮೀಣ ಪುನರ್ವಸತಿ ಕಾರ್ಯಕರ್ತೆ ಪವಿತ್ರ (24) ಅವರು ಅಲ್ಪಕಾಲದ ಅನಾರೋಗ್ಯದಿಂದ ಮಂಗಳೂರಿನ ಆಸ್ಪತ್ರೆಯಲ್ಲಿ ನಿಧನರಾದರು. ಅವರ ಅಗಲಿಕೆಗೆ ಪಂಚಾಯತ್ ಸಿಬ್ಬಂದಿ ಹಾಗೂ ಗ್ರಾಮಸ್ಥರು ಸಂತಾಪ ಸೂಚಿಸಿದ್ದಾರೆ. ಮೃತರು ತಂದೆ, ತಾಯಿ, ಸಹೋದರರನ್ನು ಅಗಲಿದ್ದಾರೆ. [38,1227,215,1325]
anche-sub-1: ವರ್ಷಕ್ಕೊಂದೇ ಸರಳ ಕಂತು [38,1974,125,1986]
anche-body-3 [520,2102,731,2351]
bus-doors-text-1: ಜಿಲ್ಲೆಯ ಖಾಸಗಿ ಬಸ್‌ಗಳಲ್ಲಿ ಪ್ರಯಾಣಿಕರ ಸುರಕ್ಷತೆಗಾಗಿ ಬಾಗಿಲುಗಳನ್ನು ಅಳವಡಿಸುವುದು ಕಡ್ಡಾಯ. ಈ ನಿಟ್ಟಿನಲ್ಲಿ ಬಸ್ ಮಾಲಕರು ತಕ್ಷಣ ಕ್ರಮ ಕೈಗೊಳ್ಳಬೇಕು ಎಂದು ಉಡುಪಿ ಜಿಲ್ಲಾಧಿಕಾರಿ ಸ್ವರೂಪ ಟಿ.ಕೆ. ಸೂಚನೆ ನೀಡಿದ್ದಾರೆ. ಜಿಲ್ಲಾಧಿಕಾರಿಗಳ ಕಚೇರಿ ಸಭಾಂಗಣದಲ್ಲಿ ನಡೆದ ಪ್ರಾದೇಶಿಕ ಸಾರಿಗೆ ಪ್ರಾಧಿಕಾರದ ಸಭೆಯಲ್ಲಿ ಅವರು ಮಾತನಾಡಿದರು. ಹಾಸನ ಬಳಿ ಸಂಭವಿಸಿದ ಬಸ್ ದುರಂತ ಹಿನ್ನೆಲೆಯಲ್ಲಿ ಜಿಲ್ಲೆಯ ಎಲ್ಲಾ ಖಾಸಗಿ ಬಸ್‌ಗಳಿಗೂ ಬಾಗಿಲು ಕಡ್ಡಾಯಗೊಳಿಸಲಾಗಿದೆ. ಇದಕ್ಕಾಗಿ ಒಂದು ತಿಂಗಳ ಗಡುವು ನೀಡಲಾಗಿದ್ದು, ನಿಯಮ ಉಲ್ಲಂಘಿಸಿದಲ್ಲಿ ಪರವಾನಿಗೆ ರದ್ದುಪಡಿಸಲಾಗುವುದು. ಬಸ್‌ಗಳಲ್ಲಿ ಜಿಪಿಎಸ್ ಹಾಗೂ ಸಿಸಿ ಕ್ಯಾಮೆರಾ ಅಳವಡಿಕೆ ಬಗ್ಗೆಯೂ ಗಮನ ಹರಿಸಬೇಕು. [345,1352,585,1493]
kukke-body-2: ರಥ ಶಿಲ್ಪಿ ರಾಜಗೋಪಾಲಾಚಾರ್ಯ, ಪ್ರಮುಖರಾದ ನಿತ್ಯಾನಂದ ಮುಂಡೋಡಿ, ಎನ್.ಎ. ರಾಮಚಂದ್ರ, ಎನ್.ಎಸ್. ಮಧ್ವ, ಜಾಕೆ ಮಾಧವ ಗೌಡ, ಕೆ.ಎಸ್. ಗಂಗಾಧರ, ಕೆ.ಪಿ. ಜಯರಾಮ, ದಿನೇಶ್ ಮಡಪ್ಪಾಡಿ, ಪುಂಡರೀಕಾಕ್ಷ ಬೆಳ್ಳೂರು, ಸಂತೋಷ್ ಜಾಕೆ, ಭಾಸ್ಕರ ನಾಯರ್, ಶ್ರೀನಿವಾಸ ಅತ್ಯಾಡಿ, ಅಶ್ವಿನ್ ಮುಂಡೋಡಿ ಹಾಗೂ ಕುಕ್ಕೆ ಸುಬ್ರಹ್ಮಣ್ಯ ದೇವಳದ ವ್ಯವಸ್ಥಾಪನಾ ಸಮಿತಿ ಸದಸ್ಯರು, ಅಧಿಕಾರಿಗಳು, ಸಿಬ್ಬಂದಿಗಳು ಉಪಸ್ಥಿತರಿದ್ದರು. [956,859,1186,957]
bus-doors-headline: ಖಾಸಗಿ ಬಸ್‌ಗಳಿಗೆ ಬಾಗಿಲು ಅಳವಡಿಕೆ ಕಡ್ಡಾಯ: ಉಡುಪಿ ಜಿಲ್ಲಾಧಿಕಾರಿ ಸ್ವರೂಪ [352,1268,824,1334]
anche-text-7: ಕಟ್ಟೆ ಪ್ರಯಾಣಕೋಣ ಎಂದ ಸ್ಥಾನೀಯ ಹಿರಿಯ ವೈದ್ಯ ಡಾ. ಮುರಳೀಧರ ಮಾತನಾಡಿ, ಇಲ್ಲಿ ನೀಡಲಾಗುವ ಸೇವೆಗಳು ಜನಪರವಾಗಿವೆ. ಶ್ರೀಪೂರ್ಣಾನಂದ ಸಂಸ್ಥೆಯು ಸ್ಥಳೀಯ ಜನರ ಆರೋಗ್ಯ ಸೇವೆಗೆ ಮುಂದಾಗಿದೆ. ವೃದ್ಧರು, ಅಸಹಾಯಕರಿಗೆ ಸಹಾಯಹಸ್ತ ಚಾಚಿದೆ. ಆರೋಗ್ಯ ತಪಾಸಣಾ ಶಿಬಿರದಲ್ಲಿ ವಿವಿಧ ಆಸ್ಪತ್ರೆಗಳ ವೈದ್ಯರು ಭಾಗವಹಿಸಿ ಉಚಿತವಾಗಿ ಔಷಧ ವಿತರಣೆ ಮಾಡಿದರು. [520,2197,731,2295]
nidhana-column [38,940,336,1795]
kukke-text-1: ಅಕಾಡೆಮಿ ಆಫ್ ಲಿಬರಲ್ ಎಜ್ಯುಕೇಶನ್ ಸುಳ್ಯ ಇದರ ಅಧ್ಯಕ್ಷರು ಹಾಗೂ ರಾಜ್ಯ ಒಕ್ಕಲಿಗರ ಸಂಘದ ಉಪಾಧ್ಯಕ್ಷ ಡಾ.ರೇಣುಕಾಪ್ರಸಾದ್ ಕೆ.ವಿ. ಕುಕ್ಕೆ ಸುಬ್ರಹ್ಮಣ್ಯ ದೇವಳಕ್ಕೆ ಬೆಳ್ಳಿರಥ ಸಮರ್ಪಣೆ ಮಾಡಿದರು. ಧಾರ್ಮಿಕ ವಿಧಿವಿಧಾನಗಳ ಬಳಿಕ ಶುಭ ಸಂಭ್ರಮದಿಂದ ಸೋಮವಾರ ಪೂ.11ಕ್ಕೆ ಕುಕ್ಕೆ ಶ್ರೀ ಸುಬ್ರಹ್ಮಣ್ಯ ದೇವರಿಗೆ ಸೇವಾ ರೂಪದಲ್ಲಿ ರಜತ ರಥ ಸಮರ್ಪಣೆ ಮಾಡಿದರು. ಡಾ.ರೇಣುಕಾ ಪ್ರಸಾದ್ ಕೆ.ವಿ. ಅವರ ಕುಟುಂಬಸ್ಥರಾದ ಡಾ.ಜ್ಯೋತಿ ಆರ್. ಪ್ರಸಾದ್, ಮೌರ್ಯ ಆರ್.ಪ್ರಸಾದ್ ಕುರುಂಜಿ, ಡಾ.ಅಕ್ಷಯ ಗೋಕುಲ್, ಗೋಕುಲ್ ಪ್ರಮುಖರು ನೇರವಾಗಿ ಸಾವಿರಾರು ಜನರು ಭಾಗವಹಿಸಿದ್ದರು. ಸೋಮವಾರದ ಬೆಳಿಗ್ಗೆ 9ರಿಂದ ಸುಬ್ರಹ್ಮಣ್ಯ ಹೋಮ, ಪವಮಾನ ಹೋಮ ನೆರವೇರಿತು. ಬಳಿಕ ಪ್ರಧಾನ ಅರ್ಚಕರು ಪೂಜಾ ವಿಧಿ ನೆರವೇರಿಸಿ 11ಕ್ಕೆ ರಥಕ್ಕೆ ಸುಬ್ರಹ್ಮಣ್ಯ ದೇವರಿಗೆ ರಜತ ರಥ ಸಮರ್ಪಣೆ ಮಾಡಿದರು. ಬಳಿಕ ಮೂಲ ದೇವರಿಗೆ ವಿಶೇಷ ಪೂಜೆ ಸಲ್ಲಿಸಿ, ಸಮಾರಂಭದ ಬಳಿಕ ಉತ್ಸವ ನಡೆಯಿತು. ರಾತ್ರಿ ಶ್ರೀ ದೇವರ ಉತ್ಸವ ಮೂರ್ತಿಯನ್ನು ರಥದಲ್ಲಿರಿಸಿ ಬೆಳ್ಳಿರಥೋತ್ಸವ ನಡೆಯಿತು. ಡಾ.ರೇಣುಕಾ ಪ್ರಸಾದ್ ಕೆ.ವಿ. ಕುಟುಂಬದವರ ಸಮಕ್ಷಮದಲ್ಲಿ ಸೇವೆ ನೆರವೇರಿತು. [345,692,624,876]
niveshana-body-1 [1199,639,1351,1253]
anche-body-4: ಶ್ರೀ ಪೂರ್ಣಾನಂದ ಸಂಸ್ಥೆ ಸಂಸ್ಥೆಯ ಅಧ್ಯಕ್ಷ ಸೇವಾ ಕಾರ್ಯದರ್ಶಿ ಸುರೇಶ್ ನಾಯಕ್, ನಿರ್ದೇಶಕರಾದ ಅರವಿಂದ ಕುಮಾರ್, ಜಗದೀಶ್ ಶೆಟ್ಟಿ, ಮೋಹನ್ ನಾಯಕ್ ಉಪಸ್ಥಿತರಿದ್ದರು. ಸುಮಾರು 300ಕ್ಕೂ ಹೆಚ್ಚು ಜನರು ಶಿಬಿರದ ಪ್ರಯೋಜನ ಪಡೆದರು. ಕಾರ್ಯಕ್ರಮದಲ್ಲಿ ಮಾಜಿ ಶಾಸಕರು, ಸಹಕಾರಿ ಧುರೀಣರು, ಅಂಚೆ ಇಲಾಖೆಯ ಅಧಿಕಾರಿಗಳು ಭಾಗವಹಿಸಿದ್ದರು. ಮನವಿ ಕಾರ್ಯಕ್ರಮ ನಿರೂಪಿಸಿದರು. [741,1916,1054,1986]
bus-doors-text-5: ಬಸ್‌ಗಳಲ್ಲಿ ನಿಗದಿಗಿಂತ ಹೆಚ್ಚು ಪ್ರಯಾಣಿಕರನ್ನು ಕೊಂಡೊಯ್ಯಬಾರದು. ವಿದ್ಯಾರ್ಥಿಗಳ ಸುರಕ್ಷತೆಗೆ ಆದ್ಯತೆ ನೀಡಬೇಕು. ಸಾರ್ವಜನಿಕರ ಸುರಕ್ಷತೆಯೇ ಮುಖ್ಯ. ಈ ಬಗ್ಗೆ ಪೊಲೀಸ್ ಇಲಾಖೆ ಹಾಗೂ ಸಾರಿಗೆ ಇಲಾಖೆ ಜಂಟಿಯಾಗಿ ತಪಾಸಣೆ ನಡೆಸಲಿದೆ ಎಂದು ಅವರು ತಿಳಿಸಿದರು. [687,1352,835,1450]
kirusuddi-label: ಕಿರುಸುದ್ದಿ [115,180,188,209]
crowd [634,841,951,980]
ettinahole-sub-2: ಅಡಿಕೆಗೆ ಕಡಿವಾಣ [1063,1459,1119,1470]
ettinahole-body-2 [1063,1349,1282,1789]
ettinahole-text-3: ರಬ್ಬರ್ ನೆರೆದಾರ ಮಾರುಕಟ್ಟೆಯಲ್ಲಿ ಅಡಿಕೆ ಹಾಗೂ ರಬ್ಬರ್ ಬೆಳೆಗಾರರ ಸಮಸ್ಯೆಗಳ ಬಗ್ಗೆಯೂ ಸರಕಾರದ ಗಮನ ಸೆಳೆಯಲಾಗಿದೆ. 28 ಬಗೆಯ ಬೆಳೆಗಳನ್ನು ಕೈಬಿಡುವಂತೆ ಕೇಂದ್ರ ಸರಕಾರಕ್ಕೆ ಮನವಿ ಮಾಡಲಾಗಿದೆ. ರಬ್ಬರ್ ಬೆಲೆಯನ್ನು ಸ್ಥಿರಗೊಳಿಸಲು ಕ್ರಮ ಕೈಗೊಳ್ಳಬೇಕು. [1063,1477,1282,1532]
obit-text: ಉಳ್ಳೂರು ತಾಲೂಕು ಇಲ್ಲಿನ ಗ್ರಾಮದ ಮುಡಿಲ್ ನಿವಾಸಿ ರಾಮಚಂದ್ರ (67) ಅವರು ಅಲ್ಪ ಕಾಲದ ಅಸೌಖ್ಯದಿಂದ ಸ್ವಗೃಹದಲ್ಲಿ ನಿಧನರಾದರು. ಕೃಷಿಕರಾಗಿದ್ದ ಇವರು ಊರಿನ ಸಾಮಾಜಿಕ ಹಾಗೂ ಧಾರ್ಮಿಕ ಚಟುವಟಿಕೆಗಳಲ್ಲಿ ತೊಡಗಿಸಿಕೊಂಡಿದ್ದರು. ಮೃತರು ಪತ್ನಿ ಹಾಗೂ 3 ಮಕ್ಕಳನ್ನು ಅಗಲಿದ್ದಾರೆ. [38,1043,215,1127]
anche-body-2 [305,2102,511,2351]
niveshana-place: ಸುಳ್ಯ: [1199,640,1220,652]
bus-doors-place: ಉಡುಪಿ: [345,1352,375,1364]
kirusuddi-place: ಕೋಟ: [38,298,63,310]
bus-doors-sub-2: ಓವರ್‌ಲೋಡ್ ಮಾಡುವಂತಿಲ್ಲ [345,1582,444,1593]
bus-doors-body-1 [345,1351,585,1788]
anche-text-5: ಪ್ರಸಾದ ಎಂದು ಮಾನ್ಯ ಅತಿಥಿ ಹಿರಿಯ ವೈದ್ಯ ಮಾಜಿ ಎಂಎಲ್‌ಸಿ ಮಂಜುನಾಥ ಭಂಡಾರಿ ಮಾತನಾಡಿ, ನಿತ್ಯ ಪ್ರಾಣಾಯಾಮ ಮಾಡುವುದರಿಂದ ಉತ್ತಮ ಆರೋಗ್ಯ ಕಾಪಾಡಿಕೊಳ್ಳಬಹುದು. ಇತ್ತೀಚಿನ ದಿನಗಳಲ್ಲಿ ಆರೋಗ್ಯ ಸಮಸ್ಯೆಗಳು ಹೆಚ್ಚುತ್ತಿದ್ದು ಜನರು ಜಾಗೃತರಾಗಬೇಕು ಎಂದರು. [520,2103,731,2172]
group-people [344,222,930,433]
date-day: ಮಂಗಳವಾರ [1315,77,1381,96]
obit-place: ಕಾಸರಗೋಡು: [38,1654,86,1665]
kukke-body-3: ಕೋಟೆಕ್ಕಾರದಿಂದ ಸುಳ್ಯಕ್ಕೆ ಆಗಮಿಸಿದ ರಥ ನ.4ರಂದು ಅದ್ದೂರಿ ಮೆರವಣಿಗೆ ಮೂಲಕ ಸುಬ್ರಹ್ಮಣ್ಯಕ್ಕೆ ರಥ ಆಗಮಿಸಿತು. ಬೆಳ್ಳಿರಥವನ್ನು ಸುಬ್ರಹ್ಮಣ್ಯ ದೇವಳದ ಸಮಾರಂಭದ ಮಾಡುವ ಕಾರ್ಯಕ್ರಮದ ಅಂಗವಾಗಿ ದೇವಾಲಯ ಸಮಿತಿ ಅವರು ರಥೋತ್ಸವ ನೆರವೇರಿಸಿದರು. ಕರ್ಣಧಾರರಾಗಿ ಕೋಟೆಕ್ಕಾರದಲ್ಲಿ ರಥ ನಿರ್ಮಾಣ ನಡೆದಿತ್ತು. ಅರ್ಚಕರು ವೈದಿಕ ಕಾರ್ಯಕ್ರಮ ನೆರವೇರಿಸಿದರು. ಎಂ.ಎಲ್.ಸಿ ಕುಮಟ ಬಿ. ಅಧ್ಯಕ್ಷ ಡಾ.ರೇಣುಕಾಪ್ರಸಾದ್ ಕೆ.ವಿ., ಮನೋಹರ ಡಾ.ಜ್ಯೋತಿ ಆರ್. ಪ್ರಸಾದ್, ಮೌರ್ಯ ಆರ್.ಪ್ರಸಾದ್ ಕುರುಂಜಿ, ಡಾ.ಅಕ್ಷಯ ಗೋಕುಲ್, ಗೋಕುಲ್, ದೇವಳದ ವ್ಯವಸ್ಥಾಪನಾ ಸಮಿತಿ ಅಧ್ಯಕ್ಷ ಹರೀಶ್ ಇಂಜಾಡಿ, ಮಾಜಿ ಮುಖ್ಯಮಂತ್ರಿ ಡಿ.ವಿ.ಸದಾನಂದ ಗೌಡ, ಮಾಜಿ ವಿಧಾನ ಸಭಾಪತಿ ಕೆ ಜಿ ಬೋಪಯ್ಯ, ಮಾಜಿ ಶಾಸಕ ಸಂಜೀವ ಮಠಂದೂರು, ಅಂಗಾರ ಎಸ್, ವ್ಯವಸ್ಥಾಪನಾ ಸಮಿತಿ ಸದಸ್ಯರು ಉಪಸ್ಥಿತರಿದ್ದರು. [633,989,950,1116]
anche-headline: ಬಡವರ ಆಶಾಕಿರಣ ಅಂಚೆ ಕಚೇರಿ ಆರೋಗ್ಯ ವಿಮೆ [138,1836,956,1896]
kaadane-text-1: ಅರಣ್ಯ ಅಧಿಕಾರಿಗಳ ನಿರ್ಲಕ್ಷ್ಯ ಮತ್ತು ಕರ್ತವ್ಯಲೋಪದ ಪರಿಣಾಮ ಕಾಡಾನೆ ದಾಳಿಯಿಂದ ಮತ್ತೊಂದು ಜೀವ ಬಲಿಯಾಗಿದೆ. ಕೊಡಗು ಜಿಲ್ಲೆಯಲ್ಲಿ ನಿರಂತರವಾಗಿ ಕಾಡಾನೆಗಳ ದಾಳಿಯಾಗುತ್ತಿದ್ದು, ಬೆಳೆ ನಾಶದೊಂದಿಗೆ ಜೀವ ಬಲಿಯಾಗುತ್ತಿದೆ. ಆದರೆ ಈ ಬಗ್ಗೆ ಅರಣ್ಯ ಇಲಾಖೆಯ ಅಧಿಕಾರಿಗಳು ಗಂಭೀರವಾಗಿ ಪರಿಗಣಿಸುತ್ತಿಲ್ಲ ಎಂದು ವಿರಾಜಪೇಟೆ ಬಿಜೆಪಿ ಮಂಡಲದ ವಕ್ತಾರ ಚೆಟ್ಟಂಡ ರಂಜಿತ್ ದೇವಯ್ಯ ಆರೋಪಿಸಿದ್ದಾರೆ. ಪತ್ರಿಕಾ ಪ್ರಕಟಣೆ ನೀಡಿರುವ ಅವರು ಆನೆ, ಮಾನವ ಸಂಘರ್ಷಕ್ಕೆ ಕೊನೆ ಇಲ್ಲದಾಗಿದೆ, ಆಯಾಯ ವ್ಯಾಪ್ತಿಯ ಅರಣ್ಯ ಅಧಿಕಾರಿಗಳು ತಮ್ಮ ಕರ್ತವ್ಯ ಮರೆತು ಕುಳಿತಿದ್ದಾರೆ. ಕಳೆದ ಅನೇಕ ವರ್ಷಗಳಿಂದ ಈ ಸಮಸ್ಯೆಗೆ ಶಾಶ್ವತ ಪರಿಹಾರ ಕಂಡುಕೊಳ್ಳುವಲ್ಲಿ ಅರಣ್ಯ ಇಲಾಖೆ ವಿಫಲವಾಗಿದೆ. ಕಾಡಾನೆಗಳ ಹಾವಳಿ ತಡೆಗಟ್ಟಲು ಯಾವುದೇ ಕ್ರಮ ಕೈಗೊಂಡಿಲ್ಲ. ಸರಕಾರದ ಆದೇಶವನ್ನು ಪಾಲಿಸದ ಅರಣ್ಯ ಅಧಿಕಾರಿಗಳು ತಕ್ಷಣವೇ ಎಚ್ಚೆತ್ತುಕೊಳ್ಳಬೇಕು. ಇವರುಗಳ ವಿರುದ್ಧ ನಿರ್ದಾಕ್ಷಿಣ್ಯ ಕ್ರಮ ಕೈಗೊಳ್ಳಬೇಕು [940,262,1219,417]
weightlifting-text-1: ಕರ್ನಾಟಕ ರಾಜ್ಯ ವೇಯ್ಟ್ ಲಿಫ್ಟಿಂಗ್ ಅಸೋಸಿಯೇಷನ್ ಮತ್ತು ಸ್ಪೋರ್ಟ್ಸ್ ಎಂಡ್ ಆರ್ಟ್ಸ್ ಅಸೋಸಿಯೇಷನ್ ಸುಳ್ಯ ಜಂಟಿಯಾಗಿ ಆಯೋಜಿಸಿದ್ದ ರಾಜ್ಯ ಮಟ್ಟದ ವೇಯ್ಟ್ ಲಿಫ್ಟಿಂಗ್ ಚಾಂಪಿಯನ್‌ಶಿಪ್‌ನಲ್ಲಿ ಆಳ್ವಾಸ್ ಕಾಲೇಜು ಸಮಗ್ರ ತಂಡ ಪ್ರಶಸ್ತಿ ಪಡೆದುಕೊಂಡಿದೆ. ಸೀನಿಯರ್ ವಿಭಾಗದಲ್ಲಿ ಬಾಲಕರ ಹಾಗೂ ಬಾಲಕಿಯರ ವಿಭಾಗದಲ್ಲಿ ಪ್ರಶಸ್ತಿ ಗೆದ್ದುಕೊಂಡಿದೆ. ಜೂನಿಯರ್ ವಿಭಾಗದಲ್ಲಿ ಬಾಲಕರ ವಿಭಾಗದಲ್ಲಿ ಸಮಗ್ರ ಪ್ರಶಸ್ತಿ ಪಡೆದಿದೆ. [1067,2012,1280,2125]
horizontal-rule [344,557,1506,558]
weightlifting-photo [1067,1869,1505,2006]
kirusuddi-body [38,298,336,988]
